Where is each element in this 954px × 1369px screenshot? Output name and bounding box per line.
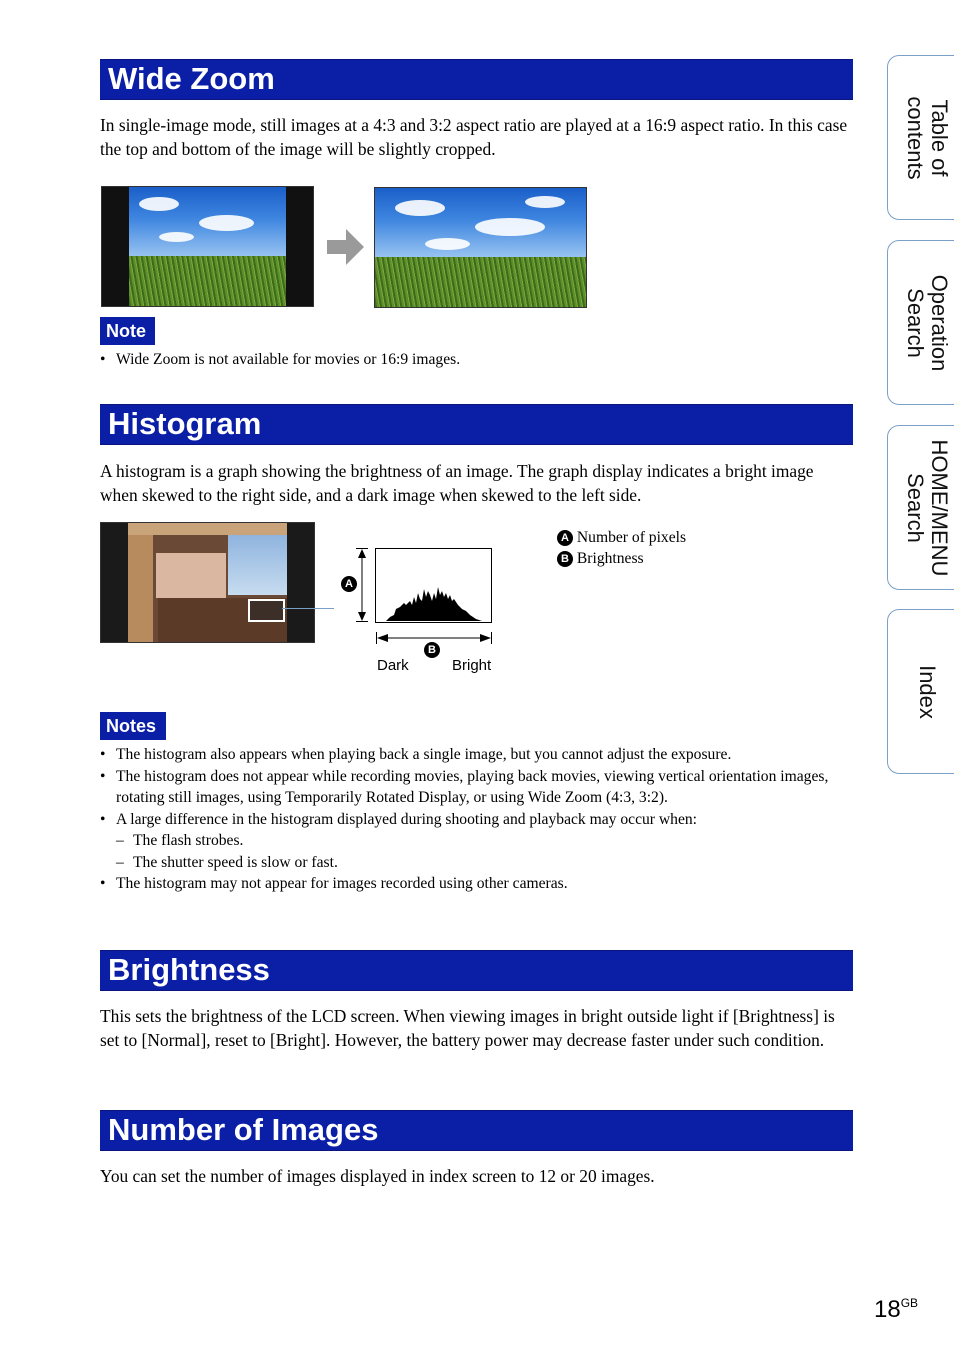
marker-a [341, 575, 357, 593]
section-title: Wide Zoom [108, 61, 275, 96]
page-number-value: 18 [874, 1296, 901, 1323]
page-number-suffix: GB [900, 1296, 919, 1310]
wide-zoom-notes [100, 349, 860, 371]
tab-index[interactable] [887, 609, 954, 774]
legend-a-badge: A [557, 530, 573, 546]
marker-a-badge: A [341, 576, 357, 592]
histogram-bars [376, 549, 490, 621]
right-arrow-icon [327, 229, 365, 265]
tab-home-menu-search[interactable] [887, 425, 954, 590]
marker-b-badge: B [424, 642, 440, 658]
note-item: • The histogram also appears when playing back a single image, but you cannot adjust the exposure. [100, 744, 860, 766]
note-item: • The histogram may not appear for images recorded using other cameras. [100, 873, 860, 895]
brightness-description: This sets the brightness of the LCD screen. When viewing images in bright outside light if [Brightness] is set to [Normal], reset to [Bright]. However, the battery power may decrease faster under such condition. [100, 1006, 835, 1050]
section-header-number-of-images [100, 1110, 853, 1151]
histogram-description: A histogram is a graph showing the brightness of an image. The graph display indicates a bright image when skewed to the right side, and a dark image when skewed to the left side. [100, 461, 814, 505]
tab-label: HOME/MENU Search [903, 439, 952, 576]
legend-b-text: Brightness [576, 550, 644, 567]
wide-zoom-after-image [374, 187, 587, 308]
section-title: Number of Images [108, 1112, 379, 1147]
legend-a [557, 527, 686, 548]
wide-zoom-before-image [101, 186, 314, 307]
note-item: • A large difference in the histogram displayed during shooting and playback may occur when: [100, 809, 860, 831]
axis-label-dark: Dark [377, 657, 409, 674]
histogram-example-image [100, 522, 315, 643]
section-header-wide-zoom [100, 59, 853, 100]
legend-b [557, 548, 644, 569]
note-label: Note [100, 317, 155, 345]
notes-label: Notes [100, 712, 166, 740]
number-of-images-description: You can set the number of images displayed in index screen to 12 or 20 images. [100, 1166, 655, 1186]
tab-table-of-contents[interactable] [887, 55, 954, 220]
tab-label: Table of contents [903, 95, 952, 180]
note-subitem: – The shutter speed is slow or fast. [100, 852, 860, 874]
wide-zoom-description: In single-image mode, still images at a 4:3 and 3:2 aspect ratio are played at a 16:9 aspect ratio. In this case the top and bottom of the image will be slightly cropped. [100, 115, 848, 159]
section-header-brightness [100, 950, 853, 991]
page-number [874, 1288, 918, 1325]
note-subitem: – The flash strobes. [100, 830, 860, 852]
tab-label: Operation Search [903, 274, 952, 371]
axis-label-bright: Bright [452, 657, 492, 674]
marker-b [424, 641, 440, 659]
legend-a-text: Number of pixels [576, 529, 687, 546]
legend-b-badge: B [557, 551, 573, 567]
tab-operation-search[interactable] [887, 240, 954, 405]
section-title: Histogram [108, 406, 262, 441]
histogram-notes [100, 744, 860, 895]
section-header-histogram [100, 404, 853, 445]
tab-label: Index [915, 664, 940, 719]
note-item: • The histogram does not appear while recording movies, playing back movies, viewing vertical orientation images, rotating still images, using Temporarily Rotated Display, or using Wide Zoom (4:3, 3:2). [100, 766, 860, 809]
note-item: • Wide Zoom is not available for movies or 16:9 images. [100, 349, 860, 371]
callout-line [282, 608, 334, 609]
section-title: Brightness [108, 952, 270, 987]
